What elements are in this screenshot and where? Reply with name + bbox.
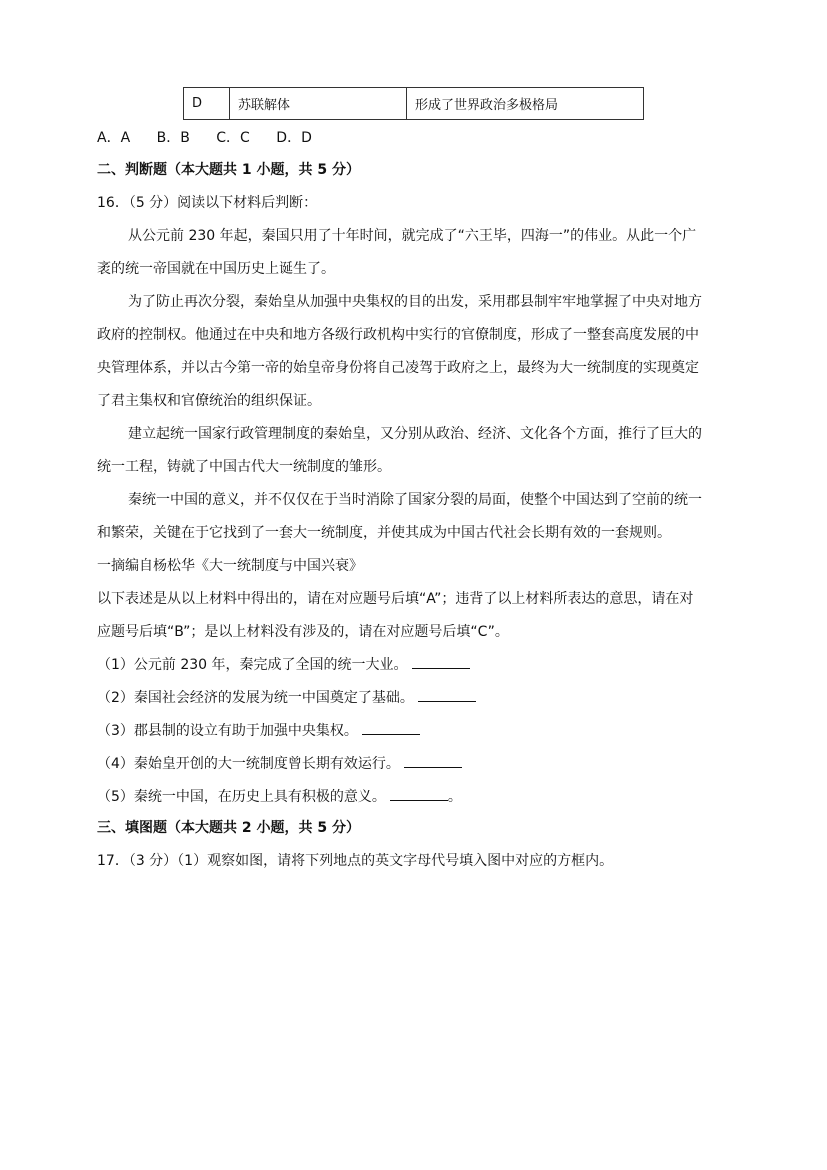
statement-text: （5）秦统一中国，在历史上具有积极的意义。 xyxy=(97,789,386,805)
material-line: 央管理体系，并以古今第一帝的始皇帝身份将自己凌驾于政府之上，最终为大一统制度的实现奠定 xyxy=(97,360,699,376)
material-line: 统一工程，铸就了中国古代大一统制度的雏形。 xyxy=(97,459,391,475)
choice-d[interactable]: D．D xyxy=(276,130,312,146)
statement-3 xyxy=(97,720,420,741)
option-result: 形成了世界政治多极格局 xyxy=(407,88,644,120)
instruction-line: 应题号后填“B”；是以上材料没有涉及的，请在对应题号后填“C”。 xyxy=(97,624,509,640)
material-line: 袤的统一帝国就在中国历史上诞生了。 xyxy=(97,261,335,277)
answer-choices xyxy=(97,128,334,148)
statement-text: （3）郡县制的设立有助于加强中央集权。 xyxy=(97,723,358,739)
option-event: 苏联解体 xyxy=(230,88,407,120)
answer-blank[interactable] xyxy=(418,687,476,702)
statement-text: （4）秦始皇开创的大一统制度曾长期有效运行。 xyxy=(97,756,400,772)
answer-blank[interactable] xyxy=(390,786,448,801)
statement-text: （2）秦国社会经济的发展为统一中国奠定了基础。 xyxy=(97,690,414,706)
choice-c[interactable]: C．C xyxy=(216,130,250,146)
instruction-line: 以下表述是从以上材料中得出的，请在对应题号后填“A”；违背了以上材料所表达的意思，请在对 xyxy=(97,591,694,607)
statement-text: （1）公元前 230 年，秦完成了全国的统一大业。 xyxy=(97,657,408,673)
statement-2 xyxy=(97,687,476,708)
section-3-title: 三、填图题（本大题共 2 小题，共 5 分） xyxy=(97,820,360,836)
option-table xyxy=(183,87,644,120)
answer-blank[interactable] xyxy=(412,654,470,669)
question-17-prompt: 17．（3 分）（1）观察如图，请将下列地点的英文字母代号填入图中对应的方框内。 xyxy=(97,853,614,869)
answer-blank[interactable] xyxy=(404,753,462,768)
statement-end: 。 xyxy=(447,789,462,805)
material-line: 建立起统一国家行政管理制度的秦始皇，又分别从政治、经济、文化各个方面，推行了巨大的 xyxy=(128,426,702,442)
statement-4 xyxy=(97,753,462,774)
section-2-title: 二、判断题（本大题共 1 小题，共 5 分） xyxy=(97,162,360,178)
material-line: 秦统一中国的意义，并不仅仅在于当时消除了国家分裂的局面，使整个中国达到了空前的统一 xyxy=(128,492,702,508)
option-letter: D xyxy=(184,88,230,120)
table-row xyxy=(184,88,644,120)
material-source: 一摘编自杨松华《大一统制度与中国兴衰》 xyxy=(97,558,363,574)
material-line: 政府的控制权。他通过在中央和地方各级行政机构中实行的官僚制度，形成了一整套高度发展的中 xyxy=(97,327,699,343)
material-line: 了君主集权和官僚统治的组织保证。 xyxy=(97,393,321,409)
statement-5 xyxy=(97,786,462,807)
material-line: 为了防止再次分裂，秦始皇从加强中央集权的目的出发，采用郡县制牢牢地掌握了中央对地方 xyxy=(128,294,702,310)
question-16-prompt: 16．（5 分）阅读以下材料后判断： xyxy=(97,195,318,211)
material-line: 从公元前 230 年起，秦国只用了十年时间，就完成了“六王毕，四海一”的伟业。从此一个广 xyxy=(128,228,697,244)
choice-a[interactable]: A．A xyxy=(97,130,131,146)
choice-b[interactable]: B．B xyxy=(156,130,190,146)
statement-1 xyxy=(97,654,470,675)
material-line: 和繁荣，关键在于它找到了一套大一统制度，并使其成为中国古代社会长期有效的一套规则。 xyxy=(97,525,671,541)
answer-blank[interactable] xyxy=(362,720,420,735)
